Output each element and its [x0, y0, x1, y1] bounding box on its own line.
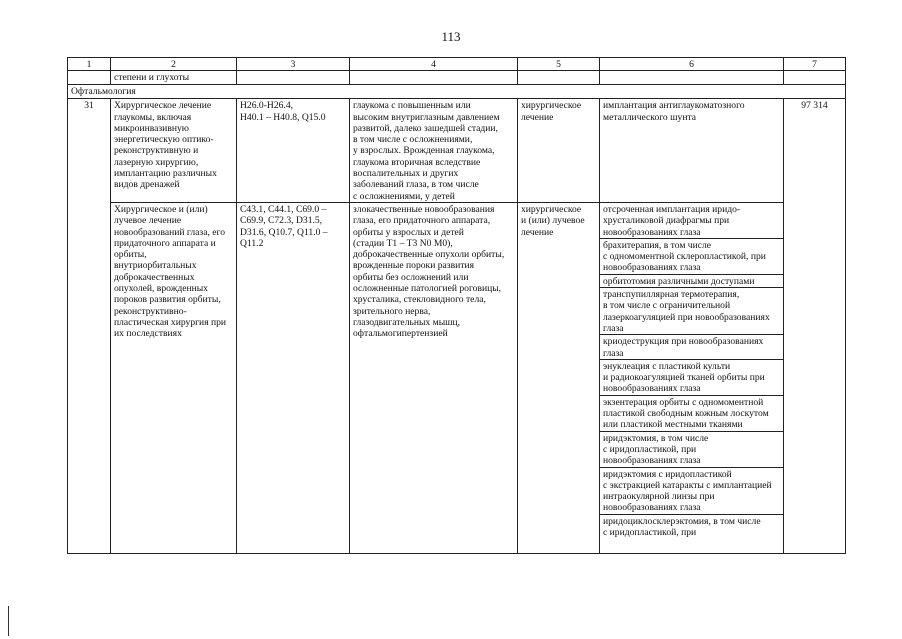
patient-model: глаукома с повышенным или высоким внутриглазным давлением развитой, далеко зашедшей стадии, в том числе с осложнениями, у взрослых. Врожденная глаукома, глаукома вторичная вследствие воспалительных и других заболеваний глаза, в том числе с осложнениями, у детей — [350, 99, 518, 203]
treatment-method: криодеструкция при новообразованиях глаза — [600, 335, 783, 360]
treatment-method: транспупиллярная термотерапия, в том числе с ограничительной лазеркоагуляцией при новообразованиях глаза — [600, 288, 783, 335]
treatment-method: экзентерация орбиты с одномоментной пластикой свободным кожным лоскутом или пластикой местными тканями — [600, 396, 783, 432]
page-number: 113 — [441, 29, 461, 44]
section-title: Офтальмология — [68, 85, 846, 99]
treatment-type: хирургическое лечение — [518, 99, 600, 203]
icd-codes: H26.0-H26.4, H40.1 – H40.8, Q15.0 — [237, 99, 350, 203]
icd-codes: C43.1, C44.1, C69.0 – C69.9, C72.3, D31.5, D31.6, Q10.7, Q11.0 – Q11.2 — [237, 202, 350, 553]
treatment-method: отсроченная имплантация иридо- хрусталиковой диафрагмы при новообразованиях глаза — [600, 203, 783, 239]
treatment-method: брахитерапия, в том числе с одномоментной склеропластикой, при новообразованиях глаза — [600, 239, 783, 275]
group-number: 31 — [68, 99, 111, 554]
care-type-name: Хирургическое и (или) лучевое лечение новообразований глаза, его придаточного аппарата и орбиты, внутриорбитальных доброкачественных опухолей, врожденных пороков развития орбиты, реконструктивно- пластическая хирургия при их последствиях — [111, 202, 237, 553]
treatment-methods-list — [600, 202, 784, 553]
treatment-method: имплантация антиглаукоматозного металлического шунта — [600, 99, 784, 203]
column-header: 4 — [350, 58, 518, 71]
column-number-row — [68, 58, 846, 71]
section-row — [68, 85, 846, 99]
care-type-name: Хирургическое лечение глаукомы, включая микроинвазивную энергетическую оптико- реконструктивную и лазерную хирургию, имплантацию различных видов дренажей — [111, 99, 237, 203]
continued-text: степени и глухоты — [111, 71, 237, 85]
column-header: 7 — [784, 58, 846, 71]
column-header: 5 — [518, 58, 600, 71]
column-header: 1 — [68, 58, 111, 71]
treatment-method: энуклеация с пластикой культи и радиокоагуляцией тканей орбиты при новообразованиях глаза — [600, 360, 783, 396]
column-header: 2 — [111, 58, 237, 71]
treatment-method: орбитотомия различными доступами — [600, 275, 783, 288]
column-header: 6 — [600, 58, 784, 71]
table-row — [68, 202, 846, 553]
price-value: 97 314 — [784, 99, 846, 554]
treatment-method: иридэктомия, в том числе с иридопластикой, при новообразованиях глаза — [600, 432, 783, 468]
medical-care-table — [67, 57, 846, 554]
column-header: 3 — [237, 58, 350, 71]
table-row — [68, 99, 846, 203]
scan-edge-line — [8, 606, 9, 636]
treatment-method: иридоциклосклерэктомия, в том числе с иридопластикой, при — [603, 515, 761, 538]
treatment-type: хирургическое и (или) лучевое лечение — [518, 202, 600, 553]
patient-model: злокачественные новообразования глаза, его придаточного аппарата, орбиты у взрослых и детей (стадии T1 – T3 N0 M0), доброкачественные опухоли орбиты, врожденные пороки развития орбиты без осложнений или осложненные патологией роговицы, хрусталика, стекловидного тела, зрительного нерва, глазодвигательных мышц, офтальмогипертензией — [350, 202, 518, 553]
treatment-method: иридэктомия с иридопластикой с экстракцией катаракты с имплантацией интраокулярной линзы при новообразованиях глаза — [600, 468, 783, 515]
continued-row — [68, 71, 846, 85]
